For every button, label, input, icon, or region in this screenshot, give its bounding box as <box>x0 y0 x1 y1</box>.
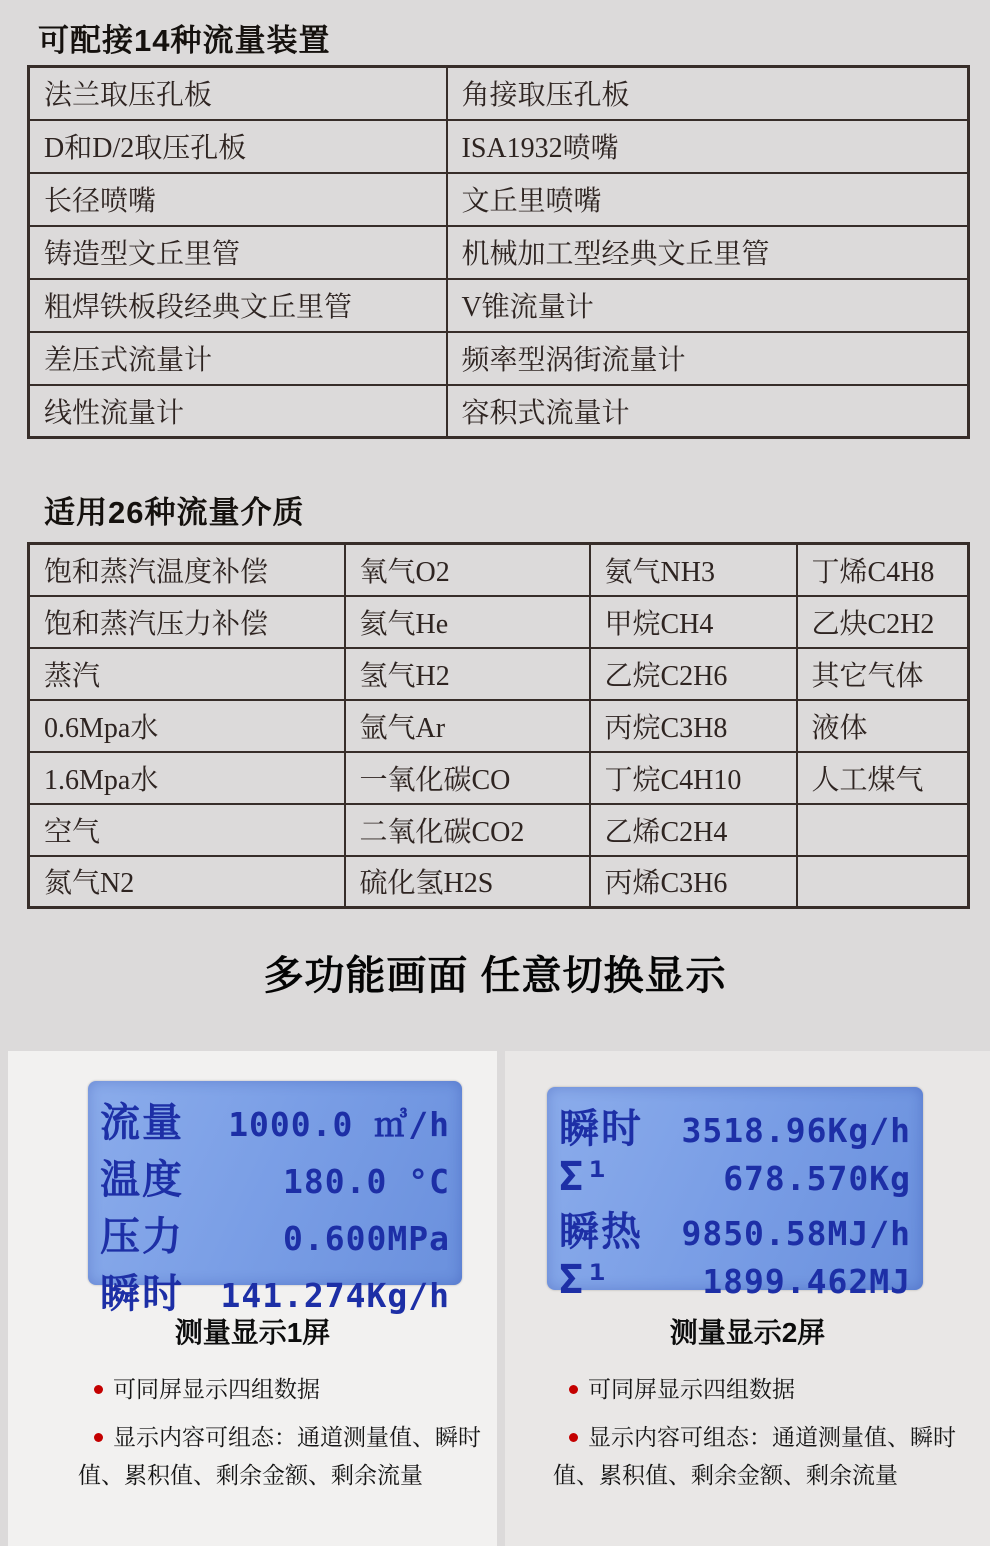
table-row <box>29 752 969 804</box>
lcd-label: 流量 <box>100 1100 184 1146</box>
lcd-row <box>559 1200 911 1257</box>
bullet-item <box>78 1419 487 1494</box>
medium-cell: 丁烯C4H8 <box>797 544 969 596</box>
bullet-dot-icon <box>569 1385 578 1394</box>
medium-cell: 氨气NH3 <box>590 544 797 596</box>
lcd-row <box>559 1097 911 1154</box>
lcd-label: 瞬时 <box>559 1106 643 1152</box>
display-panel-2 <box>505 1051 990 1546</box>
bullet-item <box>553 1419 972 1494</box>
device-cell: ISA1932喷嘴 <box>447 120 969 173</box>
lcd-screen-1 <box>88 1081 462 1317</box>
medium-cell: 二氧化碳CO2 <box>345 804 590 856</box>
device-cell: 粗焊铁板段经典文丘里管 <box>29 279 447 332</box>
table-row <box>29 332 969 385</box>
medium-cell: 0.6Mpa水 <box>29 700 345 752</box>
table-row <box>29 856 969 908</box>
lcd-label: 瞬时 <box>100 1271 184 1317</box>
lcd-value: 1000.0 ㎥/h <box>228 1105 450 1144</box>
table-row <box>29 279 969 332</box>
lcd-label: 温度 <box>100 1157 184 1203</box>
bullet-dot-icon <box>94 1433 103 1442</box>
device-cell: D和D/2取压孔板 <box>29 120 447 173</box>
device-cell: V锥流量计 <box>447 279 969 332</box>
lcd-screen-2 <box>547 1087 923 1303</box>
medium-cell <box>797 856 969 908</box>
lcd-value: 678.570Kg <box>723 1159 911 1198</box>
bullet-list <box>505 1371 990 1505</box>
lcd-row <box>100 1091 450 1148</box>
flow-devices-table <box>27 65 970 439</box>
table-row <box>29 804 969 856</box>
device-cell: 长径喷嘴 <box>29 173 447 226</box>
medium-cell: 丁烷C4H10 <box>590 752 797 804</box>
device-cell: 铸造型文丘里管 <box>29 226 447 279</box>
medium-cell: 乙烷C2H6 <box>590 648 797 700</box>
device-cell: 容积式流量计 <box>447 385 969 438</box>
medium-cell: 氮气N2 <box>29 856 345 908</box>
table-row <box>29 120 969 173</box>
medium-cell <box>797 804 969 856</box>
medium-cell: 氦气He <box>345 596 590 648</box>
table-row <box>29 226 969 279</box>
medium-cell: 丙烯C3H6 <box>590 856 797 908</box>
device-cell: 角接取压孔板 <box>447 67 969 120</box>
lcd-row <box>100 1148 450 1205</box>
device-cell: 文丘里喷嘴 <box>447 173 969 226</box>
medium-cell: 乙炔C2H2 <box>797 596 969 648</box>
lcd-row <box>559 1257 911 1303</box>
table-row <box>29 67 969 120</box>
table-row <box>29 700 969 752</box>
device-cell: 差压式流量计 <box>29 332 447 385</box>
device-cell: 线性流量计 <box>29 385 447 438</box>
device-cell: 法兰取压孔板 <box>29 67 447 120</box>
medium-cell: 氧气O2 <box>345 544 590 596</box>
bullet-text: 显示内容可组态：通道测量值、瞬时值、累积值、剩余金额、剩余流量 <box>553 1424 956 1488</box>
medium-cell: 乙烯C2H4 <box>590 804 797 856</box>
bullet-dot-icon <box>569 1433 578 1442</box>
lcd-row <box>100 1205 450 1262</box>
lcd-value: 0.600MPa <box>283 1219 450 1258</box>
table-row <box>29 544 969 596</box>
panel-caption: 测量显示2屏 <box>669 1317 826 1348</box>
lcd-label: 瞬热 <box>559 1209 643 1255</box>
bullet-dot-icon <box>94 1385 103 1394</box>
medium-cell: 饱和蒸汽温度补偿 <box>29 544 345 596</box>
lcd-label: Σ¹ <box>559 1257 612 1303</box>
section2-title: 适用26种流量介质 <box>44 495 305 530</box>
medium-cell: 氩气Ar <box>345 700 590 752</box>
table-row <box>29 596 969 648</box>
bullet-item <box>553 1371 972 1408</box>
medium-cell: 1.6Mpa水 <box>29 752 345 804</box>
table-row <box>29 648 969 700</box>
medium-cell: 甲烷CH4 <box>590 596 797 648</box>
lcd-value: 9850.58MJ/h <box>681 1214 911 1253</box>
medium-cell: 其它气体 <box>797 648 969 700</box>
medium-cell: 氢气H2 <box>345 648 590 700</box>
lcd-label: 压力 <box>100 1214 184 1260</box>
bullet-text: 显示内容可组态：通道测量值、瞬时值、累积值、剩余金额、剩余流量 <box>78 1424 481 1488</box>
flow-media-table <box>27 542 970 909</box>
section1-title: 可配接14种流量装置 <box>38 23 331 58</box>
table-row <box>29 173 969 226</box>
lcd-value: 180.0 °C <box>283 1162 450 1201</box>
bullet-item <box>78 1371 487 1408</box>
panel-caption: 测量显示1屏 <box>174 1317 331 1348</box>
medium-cell: 人工煤气 <box>797 752 969 804</box>
device-cell: 频率型涡街流量计 <box>447 332 969 385</box>
display-panel-1 <box>8 1051 497 1546</box>
bullet-list <box>8 1371 497 1505</box>
table-row <box>29 385 969 438</box>
medium-cell: 硫化氢H2S <box>345 856 590 908</box>
medium-cell: 一氧化碳CO <box>345 752 590 804</box>
bullet-text: 可同屏显示四组数据 <box>113 1376 320 1402</box>
medium-cell: 空气 <box>29 804 345 856</box>
lcd-row <box>559 1154 911 1200</box>
medium-cell: 饱和蒸汽压力补偿 <box>29 596 345 648</box>
medium-cell: 蒸汽 <box>29 648 345 700</box>
device-cell: 机械加工型经典文丘里管 <box>447 226 969 279</box>
medium-cell: 丙烷C3H8 <box>590 700 797 752</box>
lcd-value: 141.274Kg/h <box>220 1276 450 1315</box>
bullet-text: 可同屏显示四组数据 <box>588 1376 795 1402</box>
lcd-value: 1899.462MJ <box>702 1262 911 1301</box>
lcd-label: Σ¹ <box>559 1154 612 1200</box>
main-heading: 多功能画面 任意切换显示 <box>263 954 727 998</box>
lcd-value: 3518.96Kg/h <box>681 1111 911 1150</box>
medium-cell: 液体 <box>797 700 969 752</box>
